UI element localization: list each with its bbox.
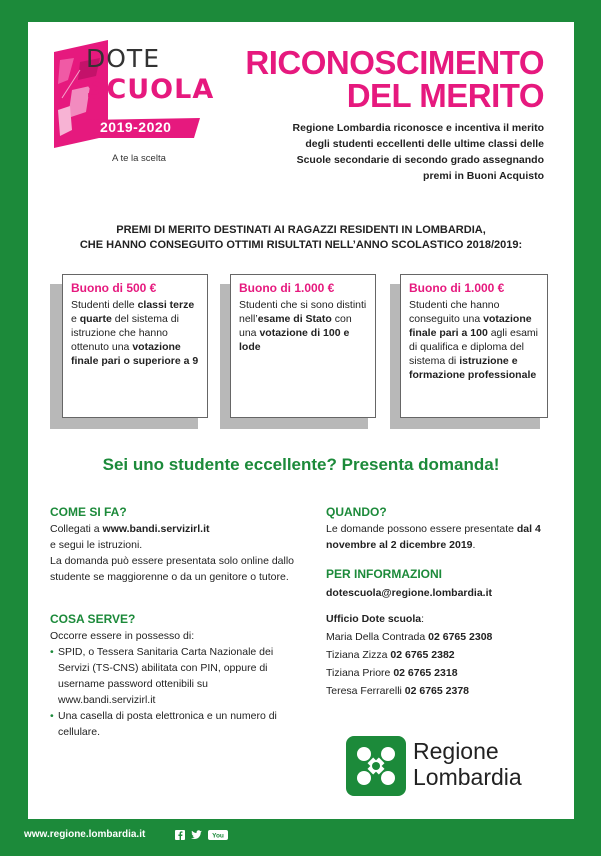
prize-card-1000-esame [230,274,376,418]
premi-heading-line-2: CHE HANNO CONSEGUITO OTTIMI RISULTATI NELL’ANNO SCOLASTICO 2018/2019: [79,239,523,251]
info-contacts: Ufficio Dote scuola: Maria Della Contrada 02 6765 2308 Tiziana Zizza 02 6765 2382 Tiziana Priore 02 6765 2318 Teresa Ferrarelli 02 6765 2378 [326,611,556,699]
premi-heading [28,223,574,253]
logo-tagline: A te la scelta [112,153,166,164]
quando-text: Le domande possono essere presentate dal 4 novembre al 2 dicembre 2019. [326,523,541,551]
come-si-fa-text: Collegati a www.bandi.servizirl.it e segui le istruzioni. La domanda può essere presentata solo online dallo studente se maggiorenne o da un genitore o tutore. [50,523,295,583]
prize-card-500 [62,274,208,418]
page-title [245,46,544,112]
list-item: • SPID, o Tessera Sanitaria Carta Nazionale dei Servizi (TS-CNS) abilitata con PIN, oppure di username password ottenibili su www.bandi.servizirl.it [50,644,290,708]
intro-text: Regione Lombardia riconosce e incentiva il merito degli studenti eccellenti delle ultime classi delle Scuole secondarie di secondo grado assegnando premi in Buoni Acquisto [292,122,544,182]
info-title: PER INFORMAZIONI [326,567,442,581]
cosa-serve-text: Occorre essere in possesso di: • SPID, o Tessera Sanitaria Carta Nazionale dei Servizi (TS-CNS) abilitata con PIN, oppure di username password ottenibili su www.bandi.servizirl.it • Una casella di posta elettronica e un numero di cellulare. [50,628,290,740]
quando-title: QUANDO? [326,505,387,519]
card-text: Studenti che hanno conseguito una votazione finale pari a 100 agli esami di qualifica e diploma del sistema di istruzione e formazione professionale [409,299,538,381]
regione-name-line-1: Regione [413,738,499,764]
svg-text:You: You [212,832,224,840]
card-title: Buono di 1.000 € [239,281,335,295]
contact-row: Maria Della Contrada 02 6765 2308 [326,631,493,643]
card-title: Buono di 1.000 € [409,281,505,295]
social-links [175,830,228,840]
footer-website-link[interactable]: www.regione.lombardia.it [24,829,146,840]
requirements-list [50,644,290,740]
youtube-icon[interactable] [208,830,228,840]
contact-row: Tiziana Zizza 02 6765 2382 [326,649,455,661]
call-to-action: Sei uno studente eccellente? Presenta domanda! [102,455,500,474]
bandi-link[interactable]: www.bandi.servizirl.it [102,523,210,535]
card-title: Buono di 500 € [71,281,157,295]
title-line-2: DEL MERITO [346,77,544,114]
logo-dote-word: DOTE [86,44,160,73]
card-text: Studenti delle classi terze e quarte del sistema di istruzione che hanno ottenuto una votazione finale pari o superiore a 9 [71,299,199,367]
flyer-sheet [28,22,574,819]
facebook-icon[interactable] [175,830,185,840]
card-text: Studenti che si sono distinti nell’esame di Stato con una votazione di 100 e lode [239,299,367,353]
info-email[interactable]: dotescuola@regione.lombardia.it [326,587,493,599]
logo-year: 2019-2020 [100,119,172,135]
twitter-icon[interactable] [191,830,202,840]
list-item: • Una casella di posta elettronica e un numero di cellulare. [50,708,290,740]
cosa-serve-title: COSA SERVE? [50,612,136,626]
regione-name-line-2: Lombardia [413,764,522,790]
come-si-fa-title: COME SI FA? [50,505,127,519]
prize-card-1000-qualifica [400,274,548,418]
contact-row: Tiziana Priore 02 6765 2318 [326,667,458,679]
title-line-1: RICONOSCIMENTO [245,44,544,81]
regione-lombardia-logo-icon [346,736,406,796]
premi-heading-line-1: PREMI DI MERITO DESTINATI AI RAGAZZI RESIDENTI IN LOMBARDIA, [116,224,486,236]
contact-row: Teresa Ferrarelli 02 6765 2378 [326,685,470,697]
logo-scuola-word: SCUOLA [86,74,215,105]
